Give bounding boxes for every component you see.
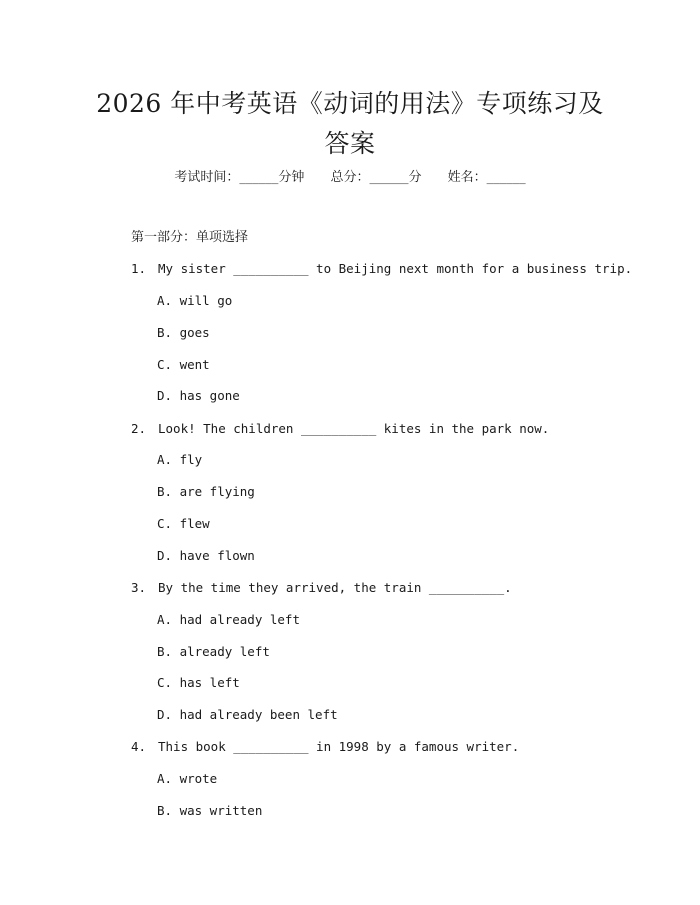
- option: B. already left: [157, 644, 270, 659]
- exam-info: [0, 168, 700, 188]
- section-title: 第一部分：单项选择: [131, 230, 249, 245]
- question-text: By the time they arrived, the train __________.: [158, 580, 512, 595]
- question-1: [131, 259, 632, 279]
- option: A. fly: [157, 452, 203, 467]
- option: A. wrote: [157, 771, 218, 786]
- question-text: Look! The children __________ kites in the park now.: [158, 421, 550, 436]
- option: C. has left: [157, 675, 240, 690]
- title-line-1: 2026 年中考英语《动词的用法》专项练习及: [96, 89, 604, 118]
- option: B. goes: [157, 325, 210, 340]
- question-3: [131, 578, 512, 598]
- title-line-2: 答案: [324, 129, 376, 158]
- question-number: 4.: [131, 739, 147, 754]
- question-number: 2.: [131, 421, 147, 436]
- option: C. flew: [157, 516, 210, 531]
- option: B. are flying: [157, 484, 255, 499]
- question-4: [131, 737, 519, 757]
- option: D. have flown: [157, 548, 255, 563]
- exam-score: 总分：______分: [330, 170, 422, 185]
- question-text: This book __________ in 1998 by a famous writer.: [158, 739, 520, 754]
- option: A. had already left: [157, 612, 300, 627]
- exam-name: 姓名：______: [447, 170, 526, 185]
- option: D. has gone: [157, 388, 240, 403]
- option: D. had already been left: [157, 707, 338, 722]
- option: A. will go: [157, 293, 233, 308]
- question-number: 1.: [131, 261, 147, 276]
- document-title: [90, 84, 610, 164]
- question-number: 3.: [131, 580, 147, 595]
- question-text: My sister __________ to Beijing next month for a business trip.: [158, 261, 633, 276]
- option: B. was written: [157, 803, 263, 818]
- exam-time: 考试时间：______分钟: [174, 170, 305, 185]
- question-2: [131, 419, 549, 439]
- option: C. went: [157, 357, 210, 372]
